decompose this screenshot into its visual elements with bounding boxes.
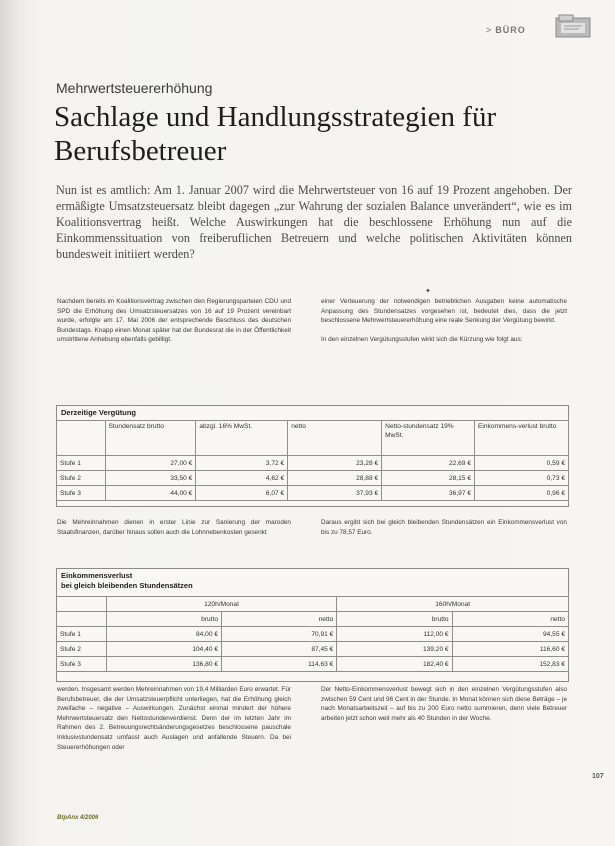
body-paragraph: Die Mehreinnahmen dienen in erster Linie zur Sanierung der maroden Staatsfinanzen, darüber hinaus sollen auch die Lohnnebenkosten gesenkt xyxy=(57,519,291,536)
table-header-cell: Einkommens-verlust brutto xyxy=(475,421,569,456)
table-cell: 0,96 € xyxy=(475,486,569,501)
section-arrow: > xyxy=(486,25,493,35)
current-pay-table xyxy=(56,420,569,501)
table-row xyxy=(57,657,569,672)
table-cell: 152,83 € xyxy=(452,657,568,672)
table-cell: 94,55 € xyxy=(452,627,568,642)
table-header-row xyxy=(57,612,569,627)
body-column-6 xyxy=(321,685,567,732)
table-cell: Stufe 2 xyxy=(57,642,107,657)
body-paragraph: Der Netto-Einkommensverlust bewegt sich in den einzelnen Vergütungsstufen also zwischen 59 Cent und 96 Cent in der Stunde. In Monat können sich diese Beträge – je nach Monatsarbeitszeit – auf bis zu 200 Euro netto summieren, denn viele Betreuer arbeiten jetzt schon weit mehr als 40 Stunden in der Woche. xyxy=(321,686,567,722)
table-group-header: 120h/Monat xyxy=(106,597,337,612)
table-cell: 22,69 € xyxy=(382,456,475,471)
body-paragraph: Nachdem bereits im Koalitionsvertrag zwischen den Regierungsparteien CDU und SPD die Erhöhung des Umsatzsteuersatzes von 16 auf 19 Prozent vereinbart wurde, erfolgte am 17. Mai 2006 der entsprechende Beschluss des deutschen Bundestags. Knapp einen Monat später hat der Bundesrat die in der Öffentlichkeit umstrittene Anhebung ebenfalls gebilligt. xyxy=(57,298,291,344)
table-cell: Stufe 3 xyxy=(57,486,106,501)
body-column-2 xyxy=(321,297,567,353)
table-cell: 116,60 € xyxy=(452,642,568,657)
body-column-3 xyxy=(57,518,291,546)
table-cell: 3,72 € xyxy=(196,456,288,471)
table-cell: 0,73 € xyxy=(475,471,569,486)
table-cell: 112,00 € xyxy=(337,627,452,642)
table-cell: 4,62 € xyxy=(196,471,288,486)
table-cell: 182,40 € xyxy=(337,657,452,672)
magazine-footer: BtpAnx 4/2006 xyxy=(57,815,99,821)
table-cell: 70,91 € xyxy=(222,627,337,642)
table-title xyxy=(61,571,193,591)
table-group-row xyxy=(57,597,569,612)
body-column-4 xyxy=(321,518,567,546)
table-cell: 27,00 € xyxy=(105,456,196,471)
table-row xyxy=(57,486,569,501)
table-title: Derzeitige Vergütung xyxy=(61,408,137,417)
table-row xyxy=(57,456,569,471)
table-cell: 139,20 € xyxy=(337,642,452,657)
table-row xyxy=(57,642,569,657)
table-cell: 0,59 € xyxy=(475,456,569,471)
body-paragraph: einer Verteuerung der notwendigen betrieblichen Ausgaben keine automatische Anpassung des Stundensatzes vorgesehen ist, bedeutet dies, dass die jetzt beschlossene Mehrwertsteuererhöhung eine reale Senkung der Vergütung bewirkt. xyxy=(321,298,567,325)
article-kicker: Mehrwertsteuererhöhung xyxy=(56,80,213,96)
body-column-5 xyxy=(57,685,291,761)
page-number: 107 xyxy=(592,773,604,780)
office-folder-icon xyxy=(555,14,591,38)
table-cell: 87,45 € xyxy=(222,642,337,657)
table-cell: 114,63 € xyxy=(222,657,337,672)
table-cell: 28,88 € xyxy=(288,471,382,486)
body-paragraph: werden. Insgesamt werden Mehreinnahmen von 19,4 Milliarden Euro erwartet. Für Berufsbetreuer, die der Umsatzsteuerpflicht unterliegen, hat die Erhöhung gleich zweifache – negative – Auswirkungen. Zunächst einmal mindert der höhere Mehrwertsteuersatz den Nettostundenverdienst. Denn der im letzten Jahr im Rahmen des 2. Betreuungsrechtsänderungsgesetzes beschlossene pauschale Inklusivstundensatz umfasst auch Auslagen und anfallende Steuern. Da bei Steuererhöhungen oder xyxy=(57,686,291,751)
table-cell: 33,50 € xyxy=(105,471,196,486)
table-header-cell: brutto xyxy=(337,612,452,627)
ink-mark: ✦ xyxy=(425,288,431,295)
table-header-cell: abzgl. 16% MwSt. xyxy=(196,421,288,456)
table-header-cell: netto xyxy=(288,421,382,456)
table-cell: 84,00 € xyxy=(106,627,221,642)
table-cell: 136,80 € xyxy=(106,657,221,672)
table-cell: 44,00 € xyxy=(105,486,196,501)
table-cell: 23,28 € xyxy=(288,456,382,471)
table-cell: 36,97 € xyxy=(382,486,475,501)
table-header-cell: Stundensatz brutto xyxy=(105,421,196,456)
body-paragraph: In den einzelnen Vergütungsstufen wirkt sich die Kürzung wie folgt aus: xyxy=(321,335,523,343)
table-cell: Stufe 1 xyxy=(57,627,107,642)
table-row xyxy=(57,471,569,486)
table-header-row xyxy=(57,421,569,456)
table-cell: 37,93 € xyxy=(288,486,382,501)
article-headline: Sachlage und Handlungsstrategien für Berufsbetreuer xyxy=(54,101,497,167)
table-cell: Stufe 2 xyxy=(57,471,106,486)
table-header-cell xyxy=(57,421,106,456)
table-cell: 28,15 € xyxy=(382,471,475,486)
table-cell: 6,07 € xyxy=(196,486,288,501)
section-label: BÜRO xyxy=(495,25,526,35)
body-paragraph: Daraus ergibt sich bei gleich bleibenden Stundensätzen ein Einkommensverlust von bis zu 78,57 Euro. xyxy=(321,519,567,536)
table-cell: Stufe 3 xyxy=(57,657,107,672)
table-header-cell xyxy=(57,612,107,627)
table-cell: 104,40 € xyxy=(106,642,221,657)
table-header-cell: netto xyxy=(222,612,337,627)
table-cell: Stufe 1 xyxy=(57,456,106,471)
table-title-line: Einkommensverlust xyxy=(61,571,133,580)
table-header-cell: netto xyxy=(452,612,568,627)
table-header-cell: brutto xyxy=(106,612,221,627)
table-row xyxy=(57,627,569,642)
article-lead: Nun ist es amtlich: Am 1. Januar 2007 wird die Mehrwertsteuer von 16 auf 19 Prozent angehoben. Der ermäßigte Umsatzsteuersatz bleibt dagegen „zur Wahrung der sozialen Balance unverändert“, wie es im Koalitionsvertrag heißt. Welche Auswirkungen hat die beschlossene Erhöhung nun auf die Einkommenssituation von freiberuflichen Betreuern und welche politischen Aktivitäten können bundesweit initiiert werden? xyxy=(56,183,572,261)
income-loss-table xyxy=(56,596,569,672)
table-header-cell: Netto-stundensatz 19% MwSt. xyxy=(382,421,475,456)
section-tag xyxy=(486,25,526,35)
table-header-cell xyxy=(57,597,107,612)
table-title-line: bei gleich bleibenden Stundensätzen xyxy=(61,581,193,590)
table-group-header: 160h/Monat xyxy=(337,597,569,612)
body-column-1 xyxy=(57,297,291,354)
